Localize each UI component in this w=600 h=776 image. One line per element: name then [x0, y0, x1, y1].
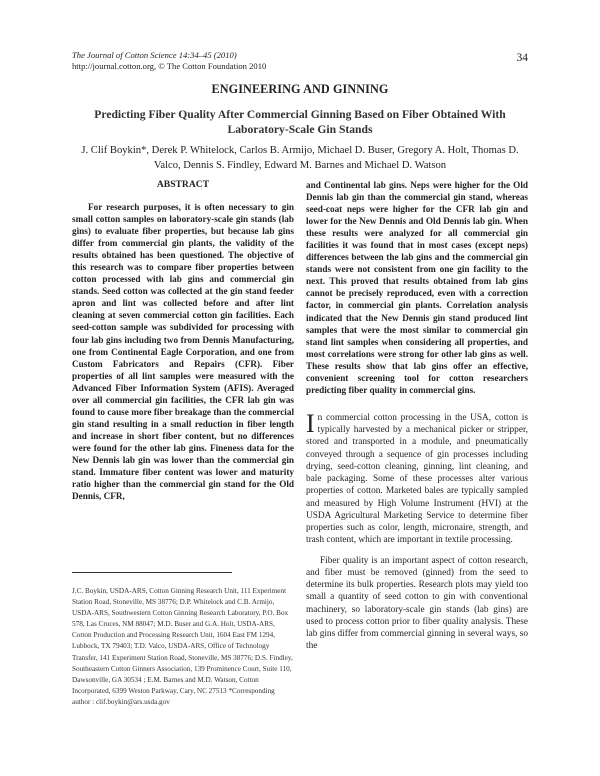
page-number: 34 [516, 52, 528, 64]
left-column [72, 179, 294, 502]
intro-paragraph-1-text: n commercial cotton processing in the USA, cotton is typically harvested by a mechanical picker or stripper, stored and transported in a module, and pneumatically conveyed through a sequence of gin processes including drying, seed-cotton cleaning, ginning, lint cleaning, and bale packaging. Some of these processes alter various properties of cotton. Marketed bales are typically sampled and measured by High Volume Instrument (HVI) at the USDA Agricultural Marketing Service to determine fiber properties such as color, length, micronaire, strength, and trash content, which are important in textile processing. [306, 412, 528, 546]
right-column [306, 179, 528, 653]
intro-paragraph-1 [306, 408, 528, 547]
author-affiliations-footnote: J.C. Boykin, USDA-ARS, Cotton Ginning Research Unit, 111 Experiment Station Road, Stoneville, MS 38776; D.P. Whitelock and C.B. Armijo, USDA-ARS, Southwestern Cotton Ginning Research Laboratory, P.O. Box 578, Las Cruces, NM 88047; M.D. Buser and G.A. Holt, USDA-ARS, Cotton Production and Processing Research Unit, 1604 East FM 1294, Lubbock, TX 79403; T.D. Valco, USDA-ARS, Office of Technology Transfer, 141 Experiment Station Road, Stoneville, MS 38776; D.S. Findley, Southeastern Cotton Ginners Association, 139 Prominence Court, Suite 110, Dawsonville, GA 30534 ; E.M. Barnes and M.D. Watson, Cotton Incorporated, 6399 Weston Parkway, Cary, NC 27513 *Corresponding author : clif.boykin@ars.usda.gov [72, 587, 293, 706]
footnote-divider [72, 572, 232, 573]
author-list: J. Clif Boykin*, Derek P. Whitelock, Carlos B. Armijo, Michael D. Buser, Gregory A. Holt, Thomas D. Valco, Dennis S. Findley, Edward M. Barnes and Michael D. Watson [81, 145, 519, 171]
intro-paragraph-2: Fiber quality is an important aspect of cotton research, and fiber must be removed (ginned) from the seed to determine its bulk properties. Research plots may yield too small a quantity of seed cotton to gin with conventional machinery, so laboratory-scale gin stands (lab gins) are used to process cotton prior to fiber quality analysis. These lab gins differ from commercial ginning in several ways, so the [306, 555, 528, 652]
section-title: ENGINEERING AND GINNING [211, 82, 389, 96]
drop-cap: I [306, 408, 315, 438]
journal-url: http://journal.cotton.org, © The Cotton Foundation 2010 [72, 61, 267, 71]
abstract-text-part1: For research purposes, it is often necessary to gin small cotton samples on laboratory-scale gin stands (lab gins) to evaluate fiber properties, but because lab gins differ from commercial gin plants, the validity of the results obtained has been questioned. The objective of this research was to compare fiber properties between cotton processed with lab gins and commercial gin stands. Seed cotton was collected at the gin stand feeder apron and lint was collected before and after lint cleaning at seven commercial cotton gin facilities. Each seed-cotton sample was subdivided for processing with four lab gins including two from Dennis Manufacturing, one from Continental Eagle Corporation, and one from Custom Fabricators and Repairs (CFR). Fiber properties of all lint samples were measured with the Advanced Fiber Information System (AFIS). Averaged over all commercial gin facilities, the CFR lab gin was found to cause more fiber breakage than the commercial gin stand resulting in a small reduction in fiber length and increase in short fiber content, but no differences were found for the other lab gins. Fineness data for the New Dennis lab gin was lower than the commercial gin stand. Immature fiber content was lower and maturity ratio higher than the commercial gin stand for the Old Dennis, CFR, [72, 202, 294, 502]
journal-header [72, 50, 266, 72]
journal-citation: The Journal of Cotton Science 14:34–45 (2010) [72, 50, 237, 60]
abstract-text-part2: and Continental lab gins. Neps were higher for the Old Dennis lab gin than the commercial gin stand, whereas seed-coat neps were higher for the CFR lab gin and lower for the New Dennis and Old Dennis lab gin. When these results were analyzed for all commercial gin facilities it was found that in most cases (except neps) differences between the lab gins and the commercial gin stands were not consistent from one gin facility to the next. This proved that results obtained from lab gins cannot be precisely reproduced, even with a correction factor, in commercial gin plants. Correlation analysis indicated that the New Dennis gin stand produced lint samples that were the most similar to commercial gin stand lint samples when considering all properties, and most correlations were strong for other lab gins as well. These results show that lab gins offer an effective, convenient screening tool for cotton researchers predicting fiber quality in commercial gins. [306, 180, 528, 395]
abstract-heading: ABSTRACT [156, 179, 210, 190]
paper-title: Predicting Fiber Quality After Commercial Ginning Based on Fiber Obtained With Laboratory-Scale Gin Stands [94, 108, 506, 136]
